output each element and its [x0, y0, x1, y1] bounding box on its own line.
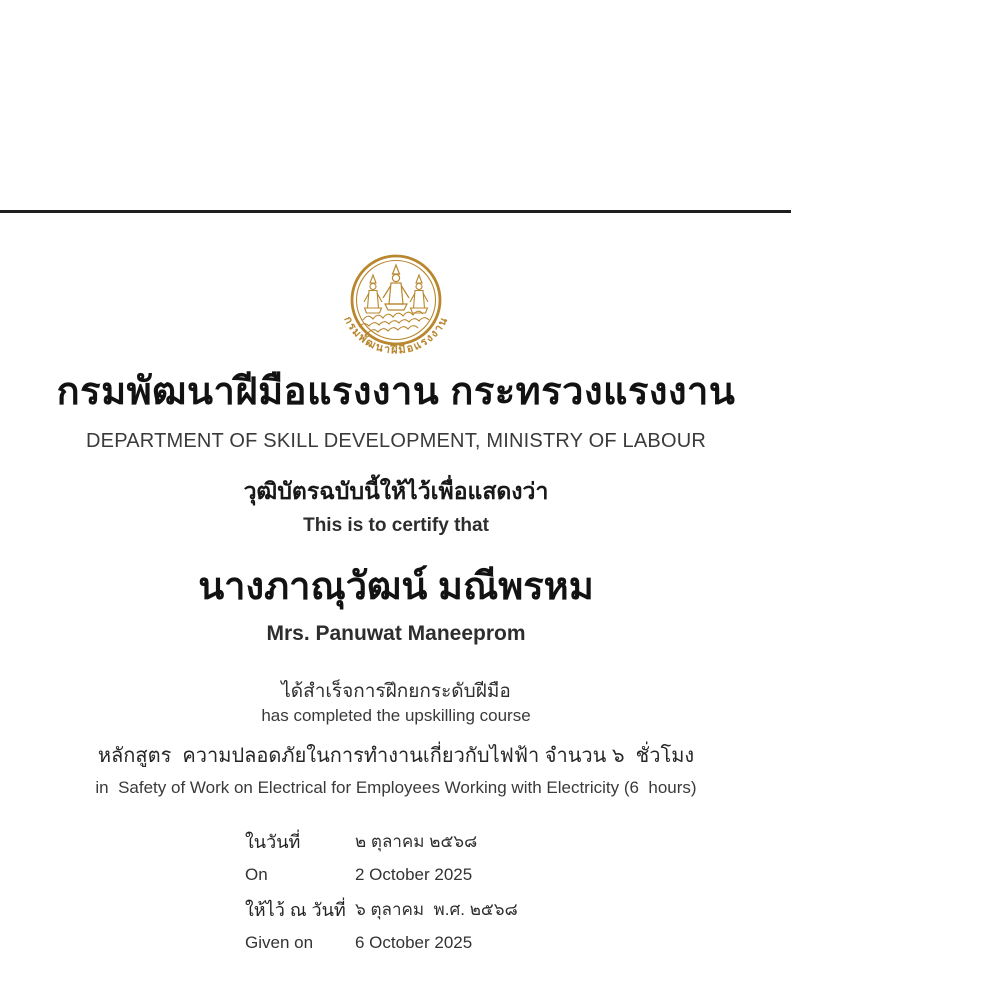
recipient-name-english: Mrs. Panuwat Maneeprom [266, 622, 526, 645]
top-divider-line [0, 210, 791, 213]
date-label-thai: ในวันที่ [245, 831, 301, 852]
issue-date-label-english: Given on [245, 933, 314, 952]
certify-statement-thai: วุฒิบัตรฉบับนี้ให้ไว้เพื่อแสดงว่า [243, 478, 549, 504]
date-table [245, 824, 518, 960]
completion-statement-english: has completed the upskilling course [261, 706, 531, 725]
recipient-name-thai: นางภาณุวัฒน์ มณีพรหม [198, 566, 594, 608]
dsd-seal-icon [321, 254, 471, 362]
course-title-english: in Safety of Work on Electrical for Employees Working with Electricity (6 hours) [95, 778, 697, 797]
seal-arc-text: กรมพัฒนาฝีมือแรงงาน [341, 314, 451, 357]
completion-statement-thai: ได้สำเร็จการฝึกยกระดับฝีมือ [281, 681, 511, 702]
issue-date-value-english: 6 October 2025 [355, 933, 473, 952]
issue-date-value-thai: ๖ ตุลาคม พ.ศ. ๒๕๖๘ [355, 899, 518, 919]
org-title-thai: กรมพัฒนาฝีมือแรงงาน กระทรวงแรงงาน [56, 371, 736, 413]
date-value-thai: ๒ ตุลาคม ๒๕๖๘ [355, 831, 478, 851]
date-value-english: 2 October 2025 [355, 865, 473, 884]
issue-date-label-thai: ให้ไว้ ณ วันที่ [245, 899, 346, 920]
certify-statement-english: This is to certify that [303, 515, 489, 536]
course-title-thai: หลักสูตร ความปลอดภัยในการทำงานเกี่ยวกับไฟฟ้า จำนวน ๖ ชั่วโมง [97, 745, 695, 767]
date-label-english: On [245, 865, 268, 884]
org-title-english: DEPARTMENT OF SKILL DEVELOPMENT, MINISTRY OF LABOUR [86, 430, 706, 452]
emblem-container [0, 254, 792, 362]
